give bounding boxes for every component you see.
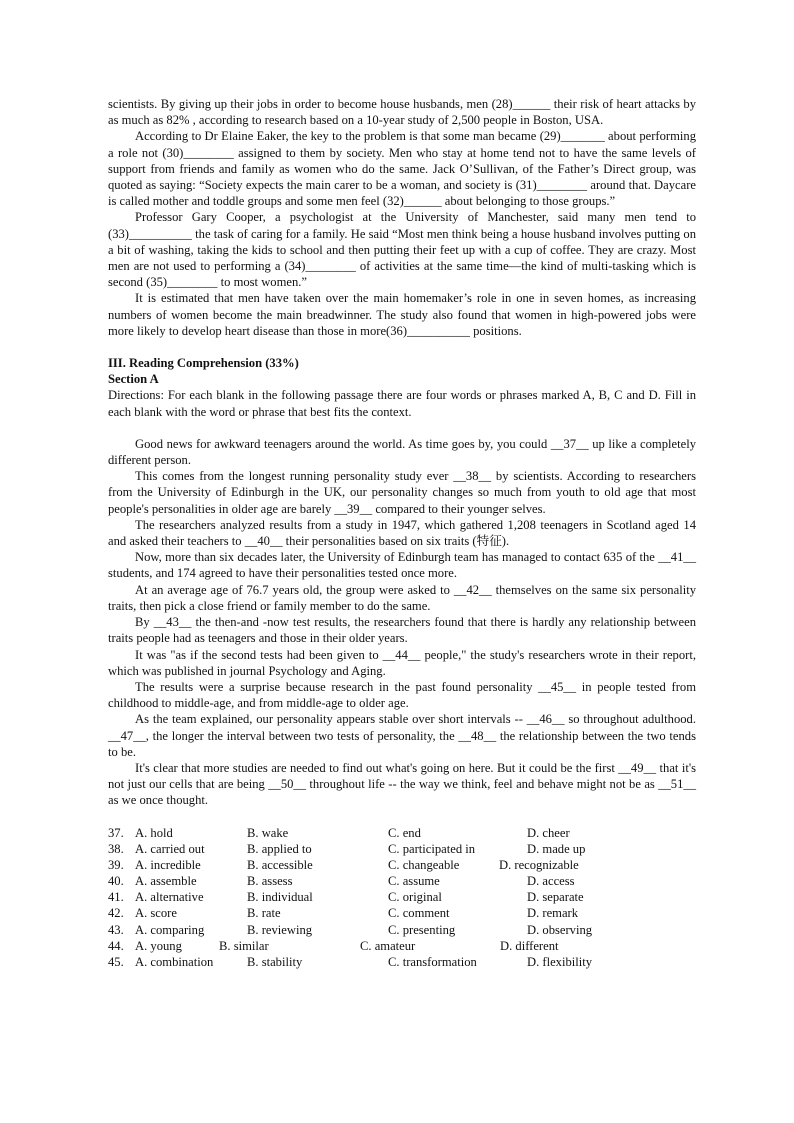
option-a: A. carried out (135, 841, 205, 856)
passage-paragraph: At an average age of 76.7 years old, the group were asked to __42__ themselves on the same six personality traits, then pick a close friend or family member to do the same. (108, 582, 696, 613)
question-number: 38. (108, 841, 124, 856)
option-row-41 (108, 889, 696, 905)
document-page (108, 96, 696, 970)
option-c: C. assume (388, 874, 440, 889)
option-c: C. presenting (388, 922, 456, 937)
answer-options (108, 825, 696, 971)
option-c: C. amateur (360, 938, 416, 953)
option-row-42 (108, 905, 696, 921)
option-a: A. alternative (135, 890, 204, 905)
question-number: 40. (108, 874, 124, 889)
passage-paragraph: The results were a surprise because research in the past found personality __45__ in people tested from childhood to middle-age, and from middle-age to older age. (108, 679, 696, 711)
option-d: D. separate (527, 890, 584, 905)
option-b: B. similar (219, 938, 269, 953)
option-b: B. reviewing (247, 922, 313, 937)
passage-paragraph: It's clear that more studies are needed to find out what's going on here. But it could be the first __49__ that it's not just our cells that are being __50__ throughout life -- the way we think, feel and behave might not be as __51__ as we once thought. (108, 760, 696, 808)
question-number: 39. (108, 857, 124, 872)
option-row-44 (108, 938, 696, 954)
option-d: D. remark (527, 906, 579, 921)
option-d: D. flexibility (527, 955, 593, 970)
option-a: A. assemble (135, 874, 197, 889)
passage-paragraph: It was "as if the second tests had been given to __44__ people," the study's researchers wrote in their report, which was published in journal Psychology and Aging. (108, 647, 696, 678)
option-d: D. cheer (527, 825, 570, 840)
option-c: C. end (388, 825, 421, 840)
option-c: C. changeable (388, 857, 460, 872)
option-a: A. score (135, 906, 177, 921)
option-row-38 (108, 841, 696, 857)
option-b: B. applied to (247, 841, 312, 856)
option-c: C. original (388, 890, 442, 905)
passage-paragraph: This comes from the longest running personality study ever __38__ by scientists. According to researchers from the University of Edinburgh in the UK, our personality changes so much from youth to old age that most people's personalities in older age are barely __39__ compared to their younger selves. (108, 469, 696, 516)
section-subheading: Section A (108, 372, 159, 387)
option-a: A. comparing (135, 922, 205, 937)
option-b: B. stability (247, 955, 303, 970)
question-number: 45. (108, 955, 124, 970)
option-row-45 (108, 954, 696, 970)
directions: Directions: For each blank in the following passage there are four words or phrases marked A, B, C and D. Fill in each blank with the word or phrase that best fits the context. (108, 388, 696, 419)
option-b: B. accessible (247, 857, 313, 872)
option-c: C. participated in (388, 841, 476, 856)
passage-paragraph: The researchers analyzed results from a study in 1947, which gathered 1,208 teenagers in Scotland aged 14 and asked their teachers to __40__ their personalities based on six traits (特征). (108, 517, 696, 549)
option-row-43 (108, 922, 696, 938)
option-a: A. young (135, 938, 182, 953)
option-c: C. transformation (388, 955, 477, 970)
passage-paragraph: By __43__ the then-and -now test results, the researchers found that there is hardly any relationship between traits people had as teenagers and those in their older years. (108, 615, 696, 646)
option-row-37 (108, 825, 696, 841)
paragraph-33-35: Professor Gary Cooper, a psychologist at the University of Manchester, said many men tend to (33)__________ the task of caring for a family. He said “Most men think being a house husband involves putting on a bit of washing, taking the kids to school and then putting their feet up with a cup of coffee. They are crazy. Most men are not used to performing a (34)________ of activities at the same time—the kind of multi-tasking which is second (35)________ to most women.” (108, 210, 696, 290)
option-d: D. different (500, 938, 559, 953)
option-d: D. observing (527, 922, 593, 937)
paragraph-36: It is estimated that men have taken over the main homemaker’s role in one in seven homes, as increasing numbers of women become the main breadwinner. The study also found that women in high-powered jobs were more likely to develop heart disease than those in more(36)__________ positions. (108, 291, 696, 338)
question-number: 43. (108, 922, 124, 937)
question-number: 44. (108, 938, 124, 953)
option-b: B. individual (247, 890, 313, 905)
option-b: B. rate (247, 906, 281, 921)
option-d: D. recognizable (499, 857, 579, 872)
option-a: A. hold (135, 825, 173, 840)
passage-paragraph: Now, more than six decades later, the University of Edinburgh team has managed to contact 635 of the __41__ students, and 174 agreed to have their personalities tested once more. (108, 550, 696, 581)
paragraph-29-32: According to Dr Elaine Eaker, the key to the problem is that some man became (29)_______ about performing a role not (30)________ assigned to them by society. Men who stay at home tend not to have the same levels of support from friends and family as women who do the same. Jack O’Sullivan, of the Father’s Direct group, was quoted as saying: “Society expects the main carer to be a woman, and society is (31)________ around that. Daycare is called mother and toddle groups and some men feel (32)______ about belonging to those groups.” (108, 129, 696, 209)
option-a: A. combination (135, 955, 214, 970)
question-number: 42. (108, 906, 124, 921)
option-d: D. access (527, 874, 575, 889)
option-b: B. assess (247, 874, 293, 889)
question-number: 37. (108, 825, 124, 840)
option-b: B. wake (247, 825, 289, 840)
passage-paragraph: As the team explained, our personality appears stable over short intervals -- __46__ so throughout adulthood. __47__, the longer the interval between two tests of personality, the __48__ the relationship between the two tends to be. (108, 712, 696, 759)
paragraph-28: scientists. By giving up their jobs in order to become house husbands, men (28)______ their risk of heart attacks by as much as 82% , according to research based on a 10-year study of 2,500 people in Boston, USA. (108, 97, 696, 128)
passage-paragraph: Good news for awkward teenagers around the world. As time goes by, you could __37__ up like a completely different person. (108, 436, 696, 468)
section-heading: III. Reading Comprehension (33%) (108, 356, 299, 371)
option-a: A. incredible (135, 857, 201, 872)
question-number: 41. (108, 890, 124, 905)
option-row-39 (108, 857, 696, 873)
option-c: C. comment (388, 906, 450, 921)
option-d: D. made up (527, 841, 586, 856)
option-row-40 (108, 873, 696, 889)
